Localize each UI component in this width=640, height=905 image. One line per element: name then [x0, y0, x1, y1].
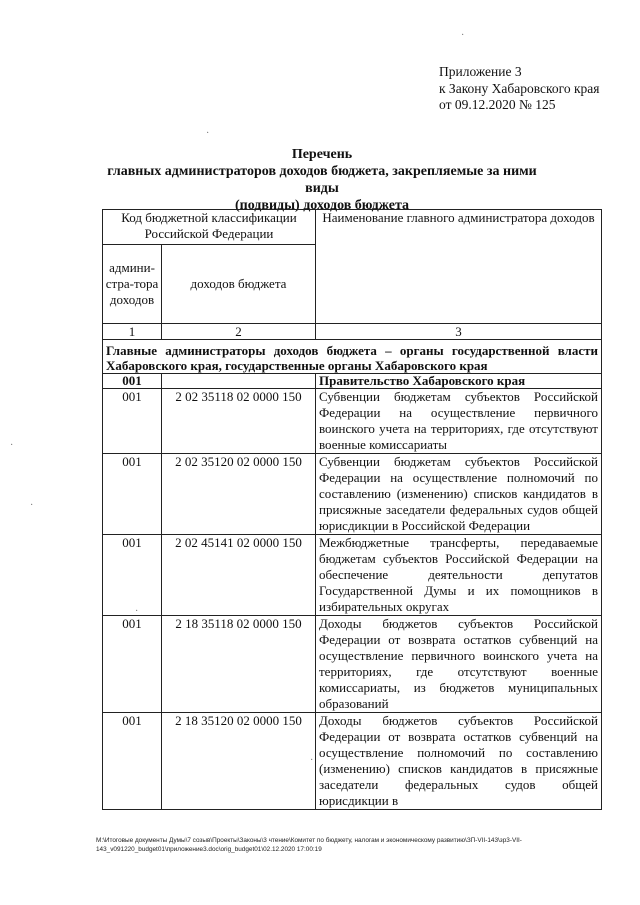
column-number-1: 1 — [103, 324, 162, 340]
header-income-code: доходов бюджета — [162, 245, 316, 324]
table-row — [103, 389, 602, 454]
organization-code-empty — [162, 374, 316, 389]
table-header-row — [103, 210, 602, 245]
row-income-code: 2 02 35120 02 0000 150 — [162, 454, 316, 535]
table-row — [103, 616, 602, 713]
section-title: Главные администраторы доходов бюджета – органы государственной власти Хабаровского края, государственные органы Хабаровского края — [103, 340, 602, 374]
revenue-administrators-table — [102, 209, 602, 810]
column-number-3: 3 — [316, 324, 602, 340]
row-income-name: Доходы бюджетов субъектов Российской Федерации от возврата остатков субвенций на осуществление полномочий по составлению (изменению) списков кандидатов в присяжные заседатели федеральных судов общей юрисдикции в — [316, 713, 602, 810]
title-line-3: (подвиды) доходов бюджета — [234, 198, 409, 213]
scan-speck: · — [10, 440, 14, 451]
row-income-code: 2 18 35120 02 0000 150 — [162, 713, 316, 810]
section-title-row — [103, 340, 602, 374]
scan-speck: · — [310, 755, 314, 766]
row-admin-code: 001 — [103, 535, 162, 616]
table-row — [103, 713, 602, 810]
row-income-code: 2 18 35118 02 0000 150 — [162, 616, 316, 713]
column-number-row — [103, 324, 602, 340]
row-income-name: Межбюджетные трансферты, передаваемые бюджетам субъектов Российской Федерации на обеспечение деятельности депутатов Государственной Думы и их помощников в избирательных округах — [316, 535, 602, 616]
table-row — [103, 454, 602, 535]
organization-name: Правительство Хабаровского края — [316, 374, 602, 389]
row-income-name: Доходы бюджетов субъектов Российской Федерации от возврата остатков субвенций на осуществление первичного воинского учета на территориях, где отсутствуют военные комиссариаты, из бюджетов муниципальных образований — [316, 616, 602, 713]
scan-speck: · — [135, 606, 139, 617]
organization-code: 001 — [103, 374, 162, 389]
appendix-line-1: Приложение 3 — [439, 64, 522, 79]
header-admin-code: админи-стра-тора доходов — [103, 245, 162, 324]
row-income-code: 2 02 45141 02 0000 150 — [162, 535, 316, 616]
row-admin-code: 001 — [103, 389, 162, 454]
file-path-footer: М:\Итоговые документы Думы\7 созыв\Проекты\Законы\3 чтение\Комитет по бюджету, налогам и экономическому развитию\ЗП-VII-143\зр3-VII-143_v091220_budget01\приложение3.doc\orig_budget01\02.12.2020 17:00:19 — [96, 837, 522, 853]
row-admin-code: 001 — [103, 713, 162, 810]
scan-speck: · — [30, 500, 34, 511]
appendix-note — [439, 64, 600, 114]
scan-speck: · — [206, 128, 210, 139]
header-administrator-name: Наименование главного администратора доходов — [316, 210, 602, 324]
organization-row — [103, 374, 602, 389]
document-title — [100, 146, 544, 214]
scan-speck: · — [461, 30, 465, 41]
appendix-line-3: от 09.12.2020 № 125 — [439, 97, 556, 112]
header-code-classification: Код бюджетной классификации Российской Федерации — [103, 210, 316, 245]
table-row — [103, 535, 602, 616]
row-income-code: 2 02 35118 02 0000 150 — [162, 389, 316, 454]
row-income-name: Субвенции бюджетам субъектов Российской Федерации на осуществление полномочий по составлению (изменению) списков кандидатов в присяжные заседатели федеральных судов общей юрисдикции в Российской Федерации — [316, 454, 602, 535]
row-income-name: Субвенции бюджетам субъектов Российской Федерации на осуществление первичного воинского учета на территориях, где отсутствуют военные комиссариаты — [316, 389, 602, 454]
row-admin-code: 001 — [103, 616, 162, 713]
column-number-2: 2 — [162, 324, 316, 340]
appendix-line-2: к Закону Хабаровского края — [439, 80, 600, 96]
title-line-2: главных администраторов доходов бюджета, закрепляемые за ними виды — [107, 164, 537, 196]
title-line-1: Перечень — [291, 147, 353, 162]
row-admin-code: 001 — [103, 454, 162, 535]
